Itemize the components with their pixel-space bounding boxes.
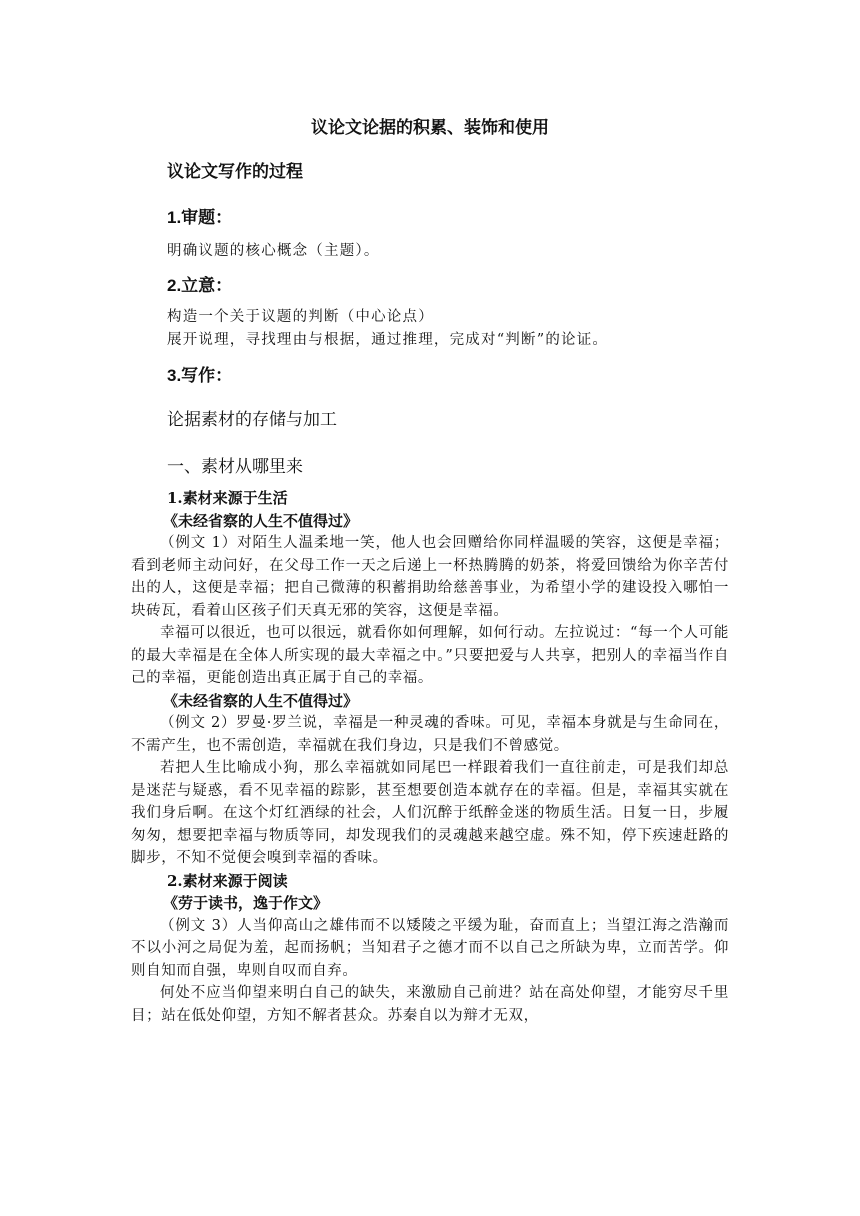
material-heading: 论据素材的存储与加工: [167, 410, 337, 429]
example-paragraph: 幸福可以很近，也可以很远，就看你如何理解，如何行动。左拉说过：“每一个人可能的最大幸福是在全体人所实现的最大幸福之中。”只要把爱与人共享，把别人的幸福当作自己的幸福，更能创造出真正属于自己的幸福。: [131, 625, 729, 686]
book-title: 《劳于读书，逸于作文》: [163, 894, 329, 912]
book-title: 《未经省察的人生不值得过》: [163, 511, 359, 530]
subsection-heading-life: 1.素材来源于生活: [167, 489, 288, 507]
example-paragraph: （例文 3）人当仰高山之雄伟而不以矮陵之平缓为耻，奋而直上；当望江海之浩瀚而不以小河之局促为羞，起而扬帆；当知君子之德才而不以自己之所缺为卑，立而苦学。仰则自知而自强，卑则自叹而自弃。: [131, 917, 729, 979]
step-heading-writing: 3.写作：: [167, 366, 233, 385]
example-paragraph: 何处不应当仰望来明白自己的缺失，来激励自己前进？站在高处仰望，才能穷尽千里目；站在低处仰望，方知不解者甚众。苏秦自以为辩才无双，: [131, 985, 729, 1024]
part-one-heading: 一、素材从哪里来: [167, 457, 303, 476]
section-title: 议论文写作的过程: [167, 162, 303, 181]
step-line: 明确议题的核心概念（主题）。: [167, 243, 380, 259]
example-paragraph: （例文 2）罗曼·罗兰说，幸福是一种灵魂的香味。可见，幸福本身就是与生命同在，不需产生，也不需创造，幸福就在我们身边，只是我们不曾感觉。: [131, 715, 729, 754]
document-title: 议论文论据的积累、装饰和使用: [311, 118, 549, 137]
example-paragraph: 若把人生比喻成小狗，那么幸福就如同尾巴一样跟着我们一直往前走，可是我们却总是迷茫与疑惑，看不见幸福的踪影，甚至想要创造本就存在的幸福。但是，幸福其实就在我们身后啊。在这个灯红酒绿的社会，人们沉醉于纸醉金迷的物质生活。日复一日，步履匆匆，想要把幸福与物质等同，却发现我们的灵魂越来越空虚。殊不知，停下疾速赶路的脚步，不知不觉便会嗅到幸福的香味。: [131, 760, 729, 866]
step-heading-thesis: 2.立意：: [167, 276, 233, 295]
document-body: [131, 487, 729, 1027]
example-paragraph: （例文 1）对陌生人温柔地一笑，他人也会回赠给你同样温暖的笑容，这便是幸福；看到老师主动问好，在父母工作一天之后递上一杯热腾腾的奶茶，将爱回馈给为你辛苦付出的人，这便是幸福；把自己微薄的积蓄捐助给慈善事业，为希望小学的建设投入哪怕一块砖瓦，看着山区孩子们天真无邪的笑容，这便是幸福。: [131, 535, 729, 619]
subsection-heading-reading: 2.素材来源于阅读: [167, 871, 288, 890]
step-line: 展开说理，寻找理由与根据，通过推理，完成对“判断”的论证。: [167, 332, 609, 348]
step-heading-review: 1.审题：: [167, 208, 233, 227]
book-title: 《未经省察的人生不值得过》: [163, 691, 359, 710]
step-line: 构造一个关于议题的判断（中心论点）: [167, 309, 434, 325]
